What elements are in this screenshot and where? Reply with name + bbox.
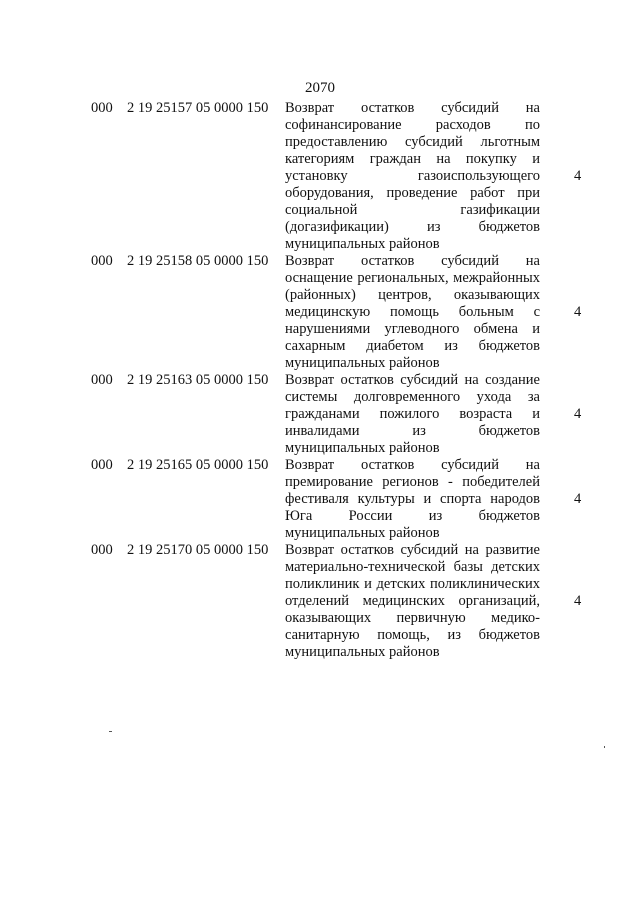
table-row — [0, 457, 640, 542]
amount: 4 — [574, 304, 582, 320]
table-row — [0, 100, 640, 253]
page-number: 2070 — [305, 80, 335, 96]
table-row — [0, 542, 640, 661]
table-row — [0, 372, 640, 457]
amount: 4 — [574, 168, 582, 184]
admin-code: 000 — [91, 457, 113, 473]
admin-code: 000 — [91, 253, 113, 269]
amount: 4 — [574, 593, 582, 609]
scan-speck — [109, 731, 112, 732]
admin-code: 000 — [91, 542, 113, 558]
revenue-name: Возврат остатков субсидий на создание системы долговременного ухода за гражданами пожилого возраста и инвалидами из бюджетов муниципальных районов — [285, 372, 540, 456]
budget-classification-code: 2 19 25165 05 0000 150 — [127, 457, 269, 473]
revenue-name: Возврат остатков субсидий на оснащение региональных, межрайонных (районных) центров, оказывающих медицинскую помощь больным с нарушениями углеводного обмена и сахарным диабетом из бюджетов муниципальных районов — [285, 253, 540, 371]
scan-speck — [604, 746, 605, 748]
table-row — [0, 253, 640, 372]
revenue-name: Возврат остатков субсидий на развитие материально-технической базы детских поликлиник и детских поликлинических отделений медицинских организаций, оказывающих первичную медико-санитарную помощь, из бюджетов муниципальных районов — [285, 542, 540, 660]
amount: 4 — [574, 406, 582, 422]
admin-code: 000 — [91, 372, 113, 388]
budget-code-table — [0, 100, 640, 661]
budget-classification-code: 2 19 25170 05 0000 150 — [127, 542, 269, 558]
budget-classification-code: 2 19 25163 05 0000 150 — [127, 372, 269, 388]
admin-code: 000 — [91, 100, 113, 116]
budget-classification-code: 2 19 25157 05 0000 150 — [127, 100, 269, 116]
revenue-name: Возврат остатков субсидий на софинансирование расходов по предоставлению субсидий льготным категориям граждан на покупку и установку газоиспользующего оборудования, проведение работ при социальной газификации (догазификации) из бюджетов муниципальных районов — [285, 100, 540, 252]
budget-classification-code: 2 19 25158 05 0000 150 — [127, 253, 269, 269]
revenue-name: Возврат остатков субсидий на премирование регионов - победителей фестиваля культуры и спорта народов Юга России из бюджетов муниципальных районов — [285, 457, 540, 541]
amount: 4 — [574, 491, 582, 507]
